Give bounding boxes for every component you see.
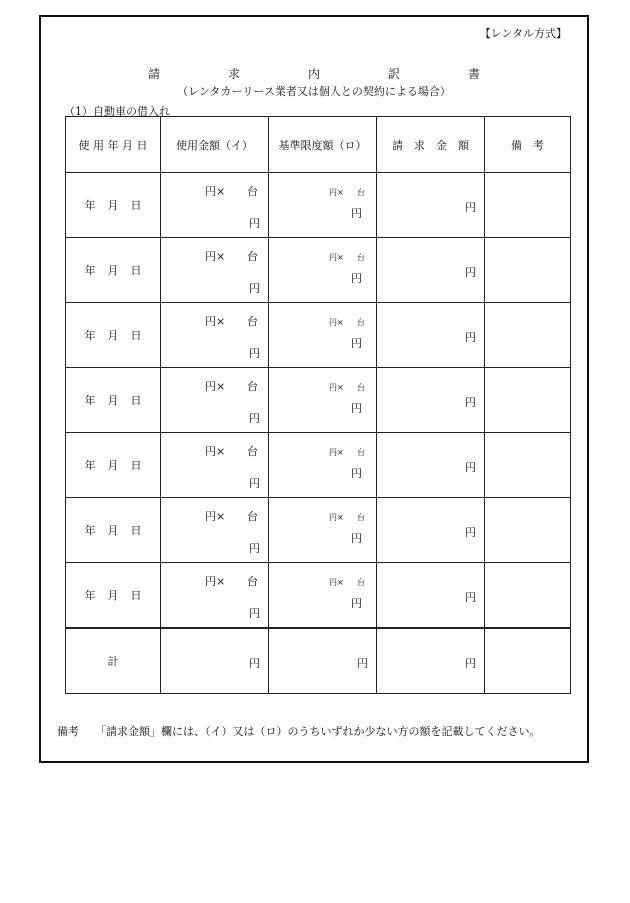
date-cell[interactable]: 年 月 日 bbox=[66, 238, 161, 303]
title-char: 書 bbox=[468, 67, 481, 81]
limit-cell[interactable]: 円× 台 円 bbox=[269, 368, 377, 433]
col-header-limit: 基準限度額（ロ） bbox=[269, 117, 377, 173]
limit-cell[interactable]: 円× 台 円 bbox=[269, 563, 377, 629]
remarks-cell[interactable] bbox=[485, 303, 571, 368]
claim-cell[interactable]: 円 bbox=[377, 563, 485, 629]
limit-cell[interactable]: 円× 台 円 bbox=[269, 433, 377, 498]
date-cell[interactable]: 年 月 日 bbox=[66, 563, 161, 629]
table-row bbox=[66, 433, 571, 498]
remarks-cell[interactable] bbox=[485, 498, 571, 563]
date-cell[interactable]: 年 月 日 bbox=[66, 498, 161, 563]
col-header-usage: 使用金額（イ） bbox=[161, 117, 269, 173]
limit-cell[interactable]: 円× 台 円 bbox=[269, 238, 377, 303]
date-cell[interactable]: 年 月 日 bbox=[66, 368, 161, 433]
usage-cell[interactable]: 円× 台 円 bbox=[161, 433, 269, 498]
table-header-row bbox=[66, 117, 571, 173]
claim-cell[interactable]: 円 bbox=[377, 498, 485, 563]
remarks-cell[interactable] bbox=[485, 433, 571, 498]
claim-cell[interactable]: 円 bbox=[377, 368, 485, 433]
date-cell[interactable]: 年 月 日 bbox=[66, 303, 161, 368]
remarks-cell[interactable] bbox=[485, 368, 571, 433]
total-label: 計 bbox=[66, 628, 161, 694]
usage-cell[interactable]: 円× 台 円 bbox=[161, 498, 269, 563]
total-usage-cell[interactable]: 円 bbox=[161, 628, 269, 694]
title-char: 内 bbox=[307, 67, 320, 81]
title-char: 請 bbox=[147, 67, 160, 81]
footnote-label: 備考 bbox=[57, 725, 79, 738]
claim-table bbox=[65, 116, 571, 694]
title-char: 求 bbox=[227, 67, 240, 81]
date-cell[interactable]: 年 月 日 bbox=[66, 173, 161, 238]
remarks-cell[interactable] bbox=[485, 173, 571, 238]
document-title bbox=[41, 65, 587, 82]
claim-cell[interactable]: 円 bbox=[377, 303, 485, 368]
document-subtitle: （レンタカーリース業者又は個人との契約による場合） bbox=[177, 85, 451, 98]
footnote-text: 「請求金額」欄には、（イ）又は（ロ）のうちいずれか少ない方の額を記載してください。 bbox=[95, 725, 541, 738]
total-claim-cell[interactable]: 円 bbox=[377, 628, 485, 694]
usage-cell[interactable]: 円× 台 円 bbox=[161, 563, 269, 629]
table-row bbox=[66, 173, 571, 238]
claim-cell[interactable]: 円 bbox=[377, 238, 485, 303]
document-frame bbox=[39, 15, 589, 763]
date-cell[interactable]: 年 月 日 bbox=[66, 433, 161, 498]
remarks-cell[interactable] bbox=[485, 563, 571, 629]
total-row bbox=[66, 628, 571, 694]
claim-cell[interactable]: 円 bbox=[377, 433, 485, 498]
total-limit-cell[interactable]: 円 bbox=[269, 628, 377, 694]
col-header-claim: 請 求 金 額 bbox=[377, 117, 485, 173]
limit-cell[interactable]: 円× 台 円 bbox=[269, 173, 377, 238]
col-header-date: 使 用 年 月 日 bbox=[66, 117, 161, 173]
limit-cell[interactable]: 円× 台 円 bbox=[269, 303, 377, 368]
title-char: 訳 bbox=[388, 67, 401, 81]
usage-cell[interactable]: 円× 台 円 bbox=[161, 238, 269, 303]
usage-cell[interactable]: 円× 台 円 bbox=[161, 303, 269, 368]
footnote bbox=[57, 723, 541, 739]
total-remarks-cell[interactable] bbox=[485, 628, 571, 694]
limit-cell[interactable]: 円× 台 円 bbox=[269, 498, 377, 563]
table-row bbox=[66, 563, 571, 629]
table-row bbox=[66, 238, 571, 303]
table-row bbox=[66, 303, 571, 368]
format-tag: 【レンタル方式】 bbox=[479, 27, 567, 40]
col-header-remarks: 備 考 bbox=[485, 117, 571, 173]
usage-cell[interactable]: 円× 台 円 bbox=[161, 368, 269, 433]
table-row bbox=[66, 498, 571, 563]
usage-cell[interactable]: 円× 台 円 bbox=[161, 173, 269, 238]
section-heading: （1）自動車の借入れ bbox=[64, 105, 170, 118]
table-row bbox=[66, 368, 571, 433]
remarks-cell[interactable] bbox=[485, 238, 571, 303]
claim-cell[interactable]: 円 bbox=[377, 173, 485, 238]
